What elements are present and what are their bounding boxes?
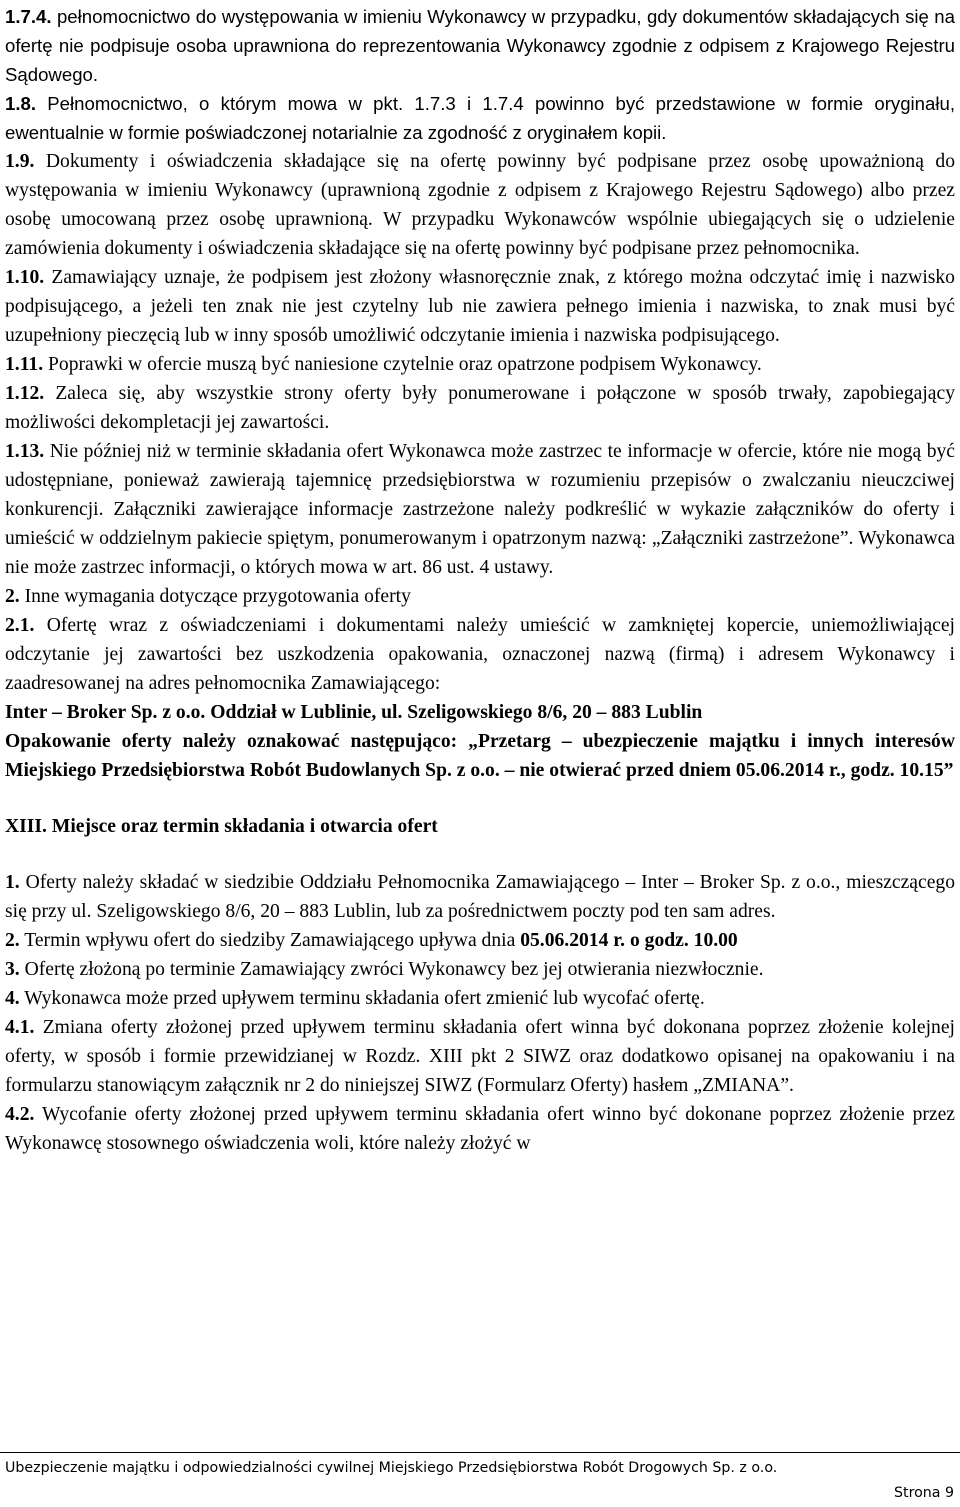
item-number: 1. (5, 872, 20, 893)
paragraph-text: Poprawki w ofercie muszą być naniesione czytelnie oraz opatrzone podpisem Wykonawcy. (48, 354, 762, 375)
paragraph-number: 1.13. (5, 441, 45, 462)
item-text: Wykonawca może przed upływem terminu składania ofert zmienić lub wycofać ofertę. (24, 988, 705, 1009)
paragraph-text: Nie później niż w terminie składania ofert Wykonawca może zastrzec te informacje w ofercie, które nie mogą być udostępniane, ponieważ zawierają tajemnicę przedsiębiorstwa w rozumieniu przepisów o zwalczaniu nieuczciwej konkurencji. Załączniki zawierające informacje zastrzeżone należy podkreślić w wykazie załączników do oferty i umieścić w oddzielnym pakiecie spiętym, ponumerowanym i opatrzonym nazwą: „Załączniki zastrzeżone”. Wykonawca nie może zastrzec informacji, o których mowa w art. 86 ust. 4 ustawy. (5, 441, 956, 578)
paragraph-text: Pełnomocnictwo, o którym mowa w pkt. 1.7.3 i 1.7.4 powinno być przedstawione w formie oryginału, ewentualnie w formie poświadczonej notarialnie za zgodność z oryginałem kopii. (5, 93, 955, 143)
spacer (5, 841, 955, 868)
paragraph-2 (5, 582, 955, 611)
section-item-4-2 (5, 1100, 955, 1158)
footer-title: Ubezpieczenie majątku i odpowiedzialności cywilnej Miejskiego Przedsiębiorstwa Robót Drogowych Sp. z o.o. (5, 1460, 778, 1476)
envelope-marking: Opakowanie oferty należy oznakować następująco: „Przetarg – ubezpieczenie majątku i innych interesów Miejskiego Przedsiębiorstwa Robót Budowlanych Sp. z o.o. – nie otwierać przed dniem 05.06.2014 r., godz. 10.15” (5, 731, 955, 781)
paragraph-text: Zamawiający uznaje, że podpisem jest złożony własnoręcznie znak, z którego można odczytać imię i nazwisko podpisującego, a jeżeli ten znak nie jest czytelny lub nie zawiera pełnego imienia i nazwiska, to znak musi być uzupełniony pieczęcią lub w inny sposób umożliwić odczytanie imienia i nazwiska podpisującego. (5, 267, 955, 346)
paragraph-text: Dokumenty i oświadczenia składające się na ofertę powinny być podpisane przez osobę upoważnioną do występowania w imieniu Wykonawcy (uprawnioną zgodnie z odpisem z Krajowego Rejestru Sądowego) albo przez osobę umocowaną przez osobę uprawnioną. W przypadku Wykonawców wspólnie ubiegających się o udzielenie zamówienia dokumenty i oświadczenia składające się na ofertę powinny być podpisane przez pełnomocnika. (5, 151, 955, 259)
item-text: Zmiana oferty złożonej przed upływem terminu składania ofert winna być dokonana poprzez złożenie kolejnej oferty, w sposób i formie przewidzianej w Rozdz. XIII pkt 2 SIWZ oraz dodatkowo opisanej na opakowaniu i na formularzu stanowiącym załącznik nr 2 do niniejszej SIWZ (Formularz Oferty) hasłem „ZMIANA”. (5, 1017, 955, 1096)
paragraph-text: Inne wymagania dotyczące przygotowania oferty (24, 586, 411, 607)
paragraph-1-10 (5, 263, 955, 350)
paragraph-2-1 (5, 611, 955, 698)
item-text: Termin wpływu ofert do siedziby Zamawiającego upływa dnia (24, 930, 521, 951)
item-text: Oferty należy składać w siedzibie Oddziału Pełnomocnika Zamawiającego – Inter – Broker Sp. z o.o., mieszczącego się przy ul. Szeligowskiego 8/6, 20 – 883 Lublin, lub za pośrednictwem poczty pod ten sam adres. (5, 872, 955, 922)
paragraph-number: 1.12. (5, 383, 45, 404)
section-item-4-1 (5, 1013, 955, 1100)
item-text: Ofertę złożoną po terminie Zamawiający zwróci Wykonawcy bez jej otwierania niezwłocznie. (24, 959, 764, 980)
item-number: 4. (5, 988, 20, 1009)
deadline-date: 05.06.2014 r. o godz. 10.00 (520, 930, 738, 951)
section-item-4 (5, 984, 955, 1013)
section-item-3 (5, 955, 955, 984)
item-number: 2. (5, 930, 20, 951)
address-line: Inter – Broker Sp. z o.o. Oddział w Lublinie, ul. Szeligowskiego 8/6, 20 – 883 Lublin (5, 702, 703, 723)
paragraph-text: pełnomocnictwo do występowania w imieniu Wykonawcy w przypadku, gdy dokumentów składających się na ofertę nie podpisuje osoba uprawniona do reprezentowania Wykonawcy zgodnie z odpisem z Krajowego Rejestru Sądowego. (5, 6, 955, 85)
paragraph-number: 2.1. (5, 615, 35, 636)
paragraph-number: 1.8. (5, 93, 37, 114)
section-heading: XIII. Miejsce oraz termin składania i otwarcia ofert (5, 816, 438, 837)
spacer (5, 785, 955, 812)
paragraph-number: 1.11. (5, 354, 44, 375)
item-number: 4.1. (5, 1017, 35, 1038)
paragraph-text: Ofertę wraz z oświadczeniami i dokumentami należy umieścić w zamkniętej kopercie, uniemożliwiającej odczytanie jej zawartości bez uszkodzenia opakowania, oznaczonej nazwą (firmą) i adresem Wykonawcy i zaadresowanej na adres pełnomocnika Zamawiającego: (5, 615, 955, 694)
paragraph-1-11 (5, 350, 955, 379)
paragraph-number: 1.7.4. (5, 6, 52, 27)
section-item-2 (5, 926, 955, 955)
footer-divider (0, 1452, 960, 1453)
paragraph-number: 1.10. (5, 267, 45, 288)
paragraph-1-12 (5, 379, 955, 437)
item-number: 3. (5, 959, 20, 980)
item-text: Wycofanie oferty złożonej przed upływem terminu składania ofert winno być dokonane poprzez złożenie przez Wykonawcę stosownego oświadczenia woli, które należy złożyć w (5, 1104, 956, 1154)
paragraph-1-7-4 (5, 2, 955, 89)
paragraph-number: 1.9. (5, 151, 35, 172)
paragraph-1-13 (5, 437, 955, 582)
document-body (5, 2, 955, 1158)
paragraph-1-8 (5, 89, 955, 147)
item-number: 4.2. (5, 1104, 35, 1125)
section-item-1 (5, 868, 955, 926)
paragraph-text: Zaleca się, aby wszystkie strony oferty były ponumerowane i połączone w sposób trwały, zapobiegający możliwości dekompletacji jej zawartości. (5, 383, 955, 433)
paragraph-1-9 (5, 147, 955, 263)
paragraph-number: 2. (5, 586, 20, 607)
page-number: Strona 9 (894, 1485, 954, 1501)
